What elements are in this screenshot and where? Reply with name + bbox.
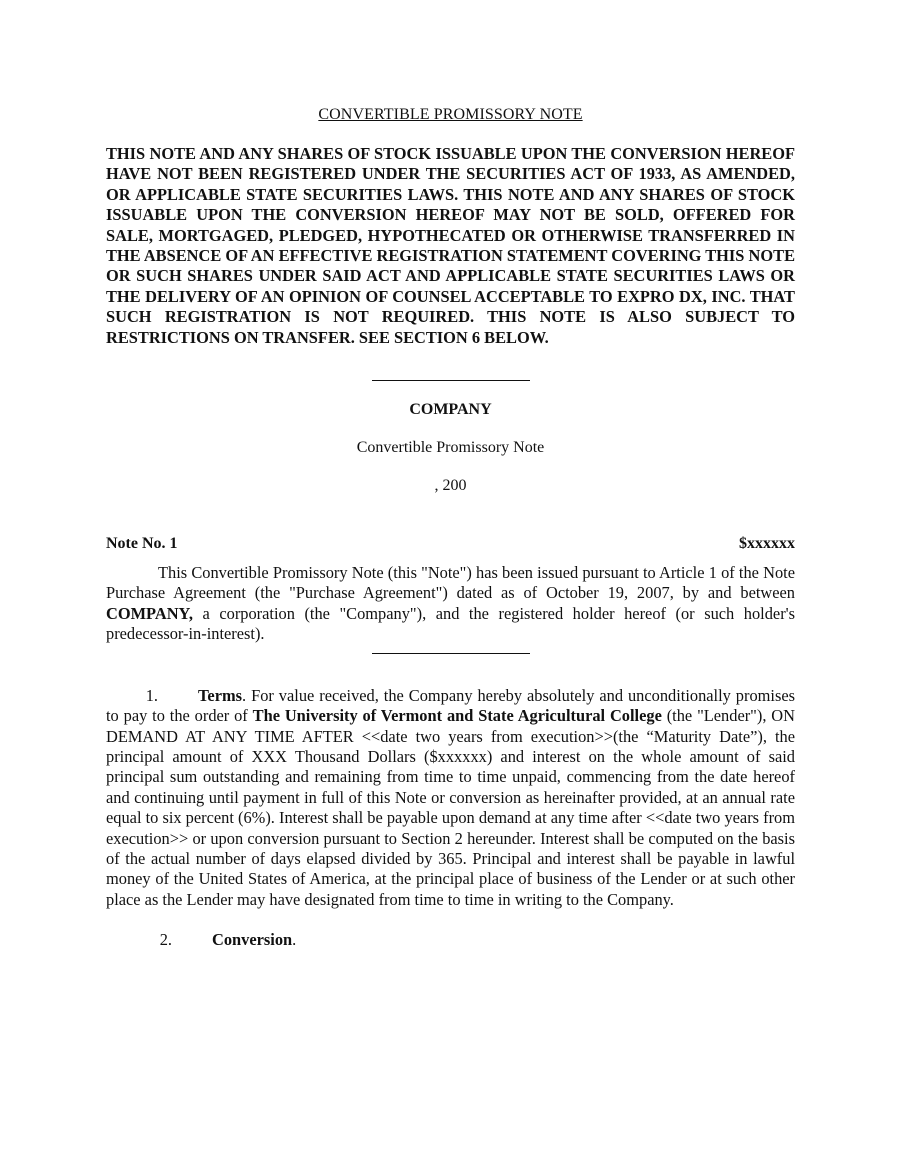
note-amount: $xxxxxx: [739, 535, 795, 553]
divider-line: [372, 380, 530, 381]
section-1-text-1: For value received, the Company hereby absolutely and unconditionally promises to pay to the order of: [106, 685, 795, 726]
divider-line-2: [372, 653, 530, 654]
lender-name-bold: The University of Vermont and State Agricultural College: [252, 706, 662, 726]
section-1-heading-punct: .: [242, 685, 247, 705]
note-number: Note No. 1: [106, 535, 178, 553]
intro-text-1: This Convertible Promissory Note (this "Note") has been issued pursuant to Article 1 of the Note Purchase Agreement (the "Purchase Agreement") dated as of October 19, 2007, by and between: [106, 563, 795, 603]
section-2-heading-punct: .: [292, 930, 297, 950]
company-name-bold: COMPANY,: [106, 603, 193, 623]
intro-text-2: a corporation (the "Company"), and the registered holder hereof (or such holder's predecessor-in-interest).: [106, 603, 795, 644]
company-heading: COMPANY: [409, 401, 492, 419]
section-terms: [106, 686, 795, 910]
section-conversion: [106, 930, 795, 950]
section-2-heading: Conversion: [212, 930, 293, 950]
section-2-number: 2.: [159, 930, 172, 950]
note-header-row: [106, 535, 795, 553]
securities-legend: THIS NOTE AND ANY SHARES OF STOCK ISSUABLE UPON THE CONVERSION HEREOF HAVE NOT BEEN REGISTERED UNDER THE SECURITIES ACT OF 1933, AS AMENDED, OR APPLICABLE STATE SECURITIES LAWS. THIS NOTE AND ANY SHARES OF STOCK ISSUABLE UPON THE CONVERSION HEREOF MAY NOT BE SOLD, OFFERED FOR SALE, MORTGAGED, PLEDGED, HYPOTHECATED OR OTHERWISE TRANSFERRED IN THE ABSENCE OF AN EFFECTIVE REGISTRATION STATEMENT COVERING THIS NOTE OR SUCH SHARES UNDER SAID ACT AND APPLICABLE STATE SECURITIES LAWS OR THE DELIVERY OF AN OPINION OF COUNSEL ACCEPTABLE TO EXPRO DX, INC. THAT SUCH REGISTRATION IS NOT REQUIRED. THIS NOTE IS ALSO SUBJECT TO RESTRICTIONS ON TRANSFER. SEE SECTION 6 BELOW.: [106, 144, 795, 347]
section-1-text-2: (the "Lender"), ON DEMAND AT ANY TIME AFTER <<date two years from execution>>(the “Maturity Date”), the principal amount of XXX Thousand Dollars ($xxxxxx) and interest on the whole amount of said principal sum outstanding and remaining from time to time unpaid, commencing from the date hereof and continuing until payment in full of this Note or conversion as hereinafter provided, at an annual rate equal to six percent (6%). Interest shall be payable upon demand at any time after <<date two years from execution>> or upon conversion pursuant to Section 2 hereunder. Interest shall be computed on the basis of the actual number of days elapsed divided by 365. Principal and interest shall be payable in lawful money of the United States of America, at the principal place of business of the Lender or at such other place as the Lender may have designated from time to time in writing to the Company.: [106, 706, 795, 909]
note-subtitle: Convertible Promissory Note: [356, 439, 545, 457]
section-1-heading: Terms: [198, 685, 243, 705]
section-1-number: 1.: [145, 685, 158, 705]
document-page: [106, 100, 795, 950]
intro-paragraph: [106, 563, 795, 645]
date-line: , 200: [434, 477, 467, 495]
document-title: CONVERTIBLE PROMISSORY NOTE: [318, 106, 583, 123]
